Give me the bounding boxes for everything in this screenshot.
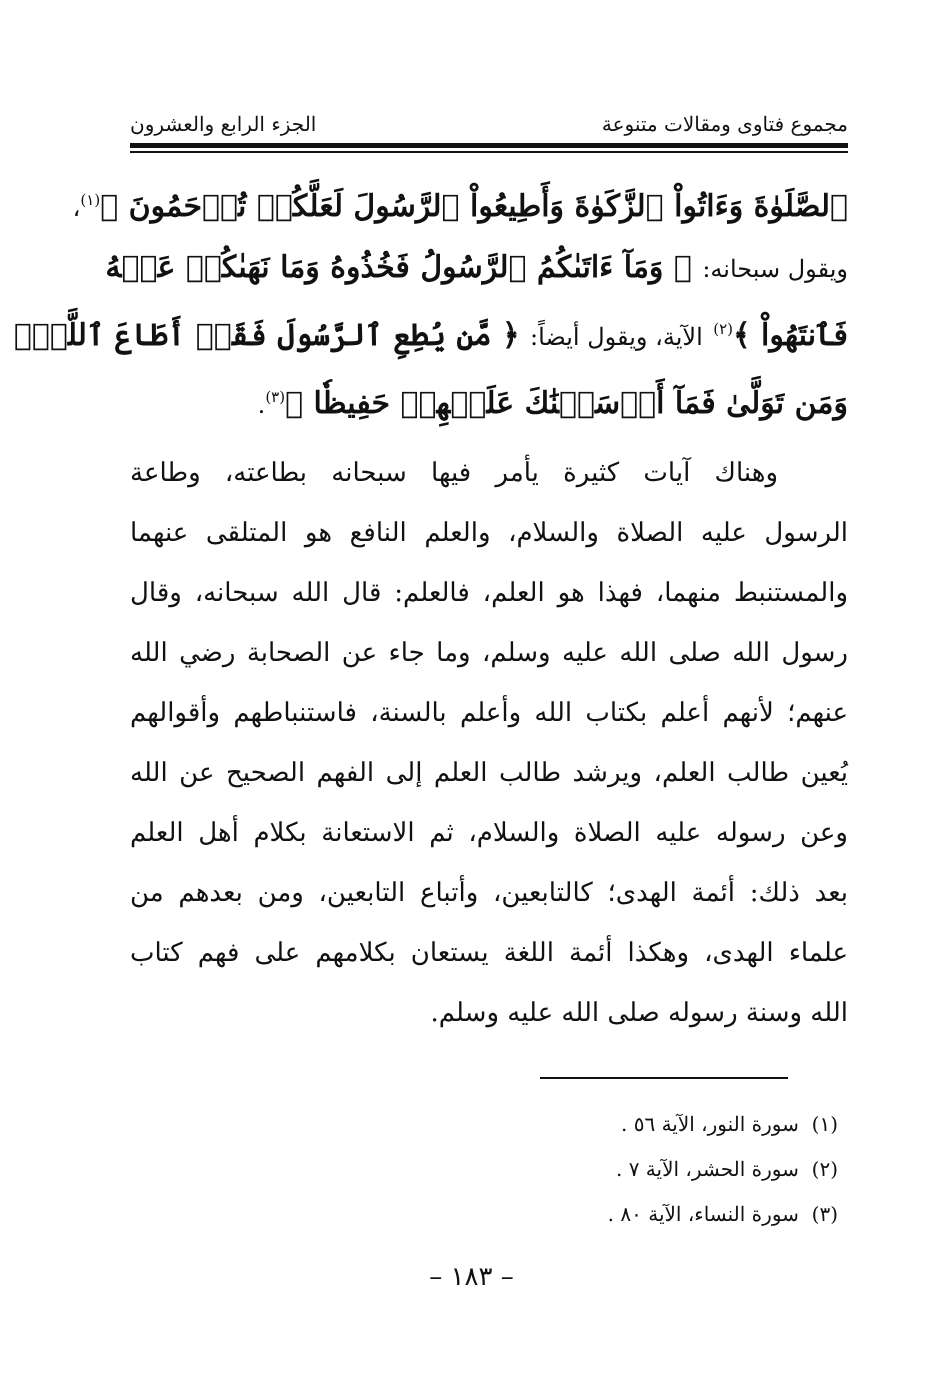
punctuation: .: [257, 391, 266, 419]
footnote-number: (٢): [811, 1157, 838, 1181]
footnote-text: سورة الحشر، الآية ٧ .: [615, 1157, 799, 1181]
header-rule-thin: [130, 151, 848, 153]
footnote-ref: (٣): [265, 388, 286, 406]
quran-text: وَمَن تَوَلَّىٰ فَمَآ أَرۡسَلۡنَٰكَ عَلَيۡهِمۡ حَفِيظٗا ﴾: [285, 386, 848, 421]
footnote-item: [130, 1192, 838, 1237]
paragraph-line: وهناك آيات كثيرة يأمر فيها سبحانه بطاعته، وطاعة: [130, 458, 778, 488]
paragraph-line: الرسول عليه الصلاة والسلام، والعلم النافع هو المتلقى عنهما: [130, 518, 848, 548]
footnote-item: [130, 1147, 838, 1192]
quran-line-2: [105, 238, 848, 299]
quran-text: ﴿ وَمَآ ءَاتَىٰكُمُ ٱلرَّسُولُ فَخُذُوهُ وَمَا نَهَىٰكُمۡ عَنۡهُ: [105, 250, 692, 285]
intro-text: الآية، ويقول أيضاً:: [530, 323, 703, 351]
volume-label: الجزء الرابع والعشرون: [130, 112, 317, 136]
footnote-text: سورة النساء، الآية ٨٠ .: [607, 1202, 799, 1226]
footnote-item: [130, 1102, 838, 1147]
book-title: مجموع فتاوى ومقالات متنوعة: [601, 112, 848, 136]
quran-text: ﴿ مَّن يُطِعِ ٱلرَّسُولَ فَقَدۡ أَطَاعَ ٱللَّهَۖ: [13, 318, 520, 353]
footnote-number: (١): [811, 1112, 838, 1136]
paragraph-line: رسول الله صلى الله عليه وسلم، وما جاء عن الصحابة رضي الله: [130, 638, 848, 668]
paragraph-line: علماء الهدى، وهكذا أئمة اللغة يستعان بكلامهم على فهم كتاب: [130, 938, 848, 968]
quran-text: فَٱنتَهُواْ ﴾: [732, 318, 848, 353]
paragraph-line: يُعين طالب العلم، ويرشد طالب العلم إلى الفهم الصحيح عن الله: [130, 758, 848, 788]
paragraph-line: عنهم؛ لأنهم أعلم بكتاب الله وأعلم بالسنة، فاستنباطهم وأقوالهم: [130, 698, 848, 728]
running-header: [130, 108, 848, 140]
footnote-number: (٣): [811, 1202, 838, 1226]
paragraph-line: وعن رسوله عليه الصلاة والسلام، ثم الاستعانة بكلام أهل العلم: [130, 818, 848, 848]
footnotes: [130, 1102, 838, 1237]
paragraph-line: والمستنبط منهما، فهذا هو العلم، فالعلم: قال الله سبحانه، وقال: [130, 578, 848, 608]
quran-line-4: [130, 367, 848, 435]
punctuation: ،: [72, 194, 81, 222]
footnote-text: سورة النور، الآية ٥٦ .: [621, 1112, 799, 1136]
footnote-separator: [540, 1077, 788, 1079]
quran-line-1: [72, 170, 848, 238]
quran-line-3: [13, 299, 848, 367]
header-rule-thick: [130, 143, 848, 148]
quran-text: ٱلصَّلَوٰةَ وَءَاتُواْ ٱلزَّكَوٰةَ وَأَطِيعُواْ ٱلرَّسُولَ لَعَلَّكُمۡ تُرۡحَمُونَ ﴾: [100, 189, 848, 224]
page-number: – ١٨٣ –: [429, 1262, 514, 1292]
intro-text: ويقول سبحانه:: [702, 255, 848, 283]
footnote-ref: (١): [80, 191, 101, 209]
page-body: [13, 170, 848, 1043]
paragraph-line: الله وسنة رسوله صلى الله عليه وسلم.: [430, 998, 848, 1028]
paragraph-line: بعد ذلك: أئمة الهدى؛ كالتابعين، وأتباع التابعين، ومن بعدهم من: [130, 878, 848, 908]
footnote-ref: (٢): [713, 320, 733, 338]
